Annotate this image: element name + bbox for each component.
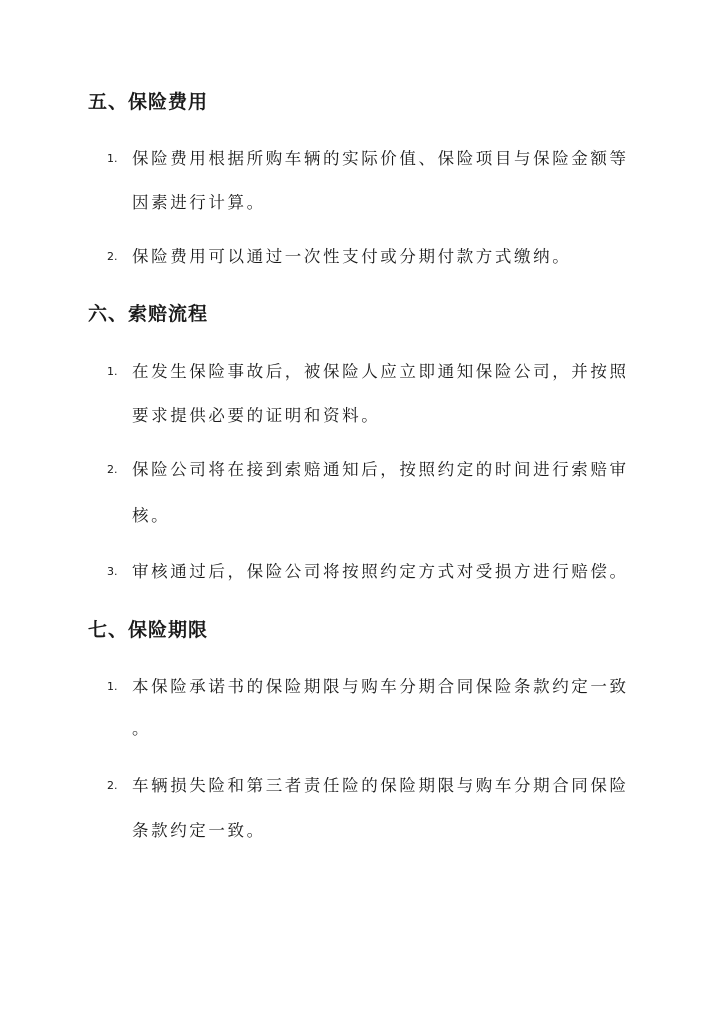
- list-item-text: 要求提供必要的证明和资料。: [132, 406, 381, 425]
- list-item-text: 条款约定一致。: [132, 821, 266, 840]
- list-number: 2.: [107, 250, 118, 263]
- list-number: 1.: [107, 152, 118, 165]
- list-item-text: 本保险承诺书的保险期限与购车分期合同保险条款约定一致: [132, 677, 629, 696]
- list-number: 2.: [107, 779, 118, 792]
- section-heading-7: 七、保险期限: [88, 619, 209, 641]
- list-item-text: 审核通过后，保险公司将按照约定方式对受损方进行赔偿。: [132, 562, 629, 581]
- list-item-text: 因素进行计算。: [132, 193, 266, 212]
- section-heading-6: 六、索赔流程: [88, 303, 209, 325]
- section-heading-5: 五、保险费用: [88, 91, 209, 113]
- list-item-text: 保险费用可以通过一次性支付或分期付款方式缴纳。: [132, 247, 572, 266]
- list-item-text: 保险公司将在接到索赔通知后，按照约定的时间进行索赔审: [132, 460, 629, 479]
- list-item-text: 车辆损失险和第三者责任险的保险期限与购车分期合同保险: [132, 776, 629, 795]
- list-item-text: 保险费用根据所购车辆的实际价值、保险项目与保险金额等: [132, 149, 629, 168]
- list-number: 1.: [107, 680, 118, 693]
- list-number: 3.: [107, 565, 118, 578]
- list-number: 1.: [107, 365, 118, 378]
- list-number: 2.: [107, 463, 118, 476]
- list-item-text: 在发生保险事故后，被保险人应立即通知保险公司，并按照: [132, 362, 629, 381]
- list-item-text: 核。: [132, 506, 171, 525]
- list-item-text: 。: [132, 719, 152, 738]
